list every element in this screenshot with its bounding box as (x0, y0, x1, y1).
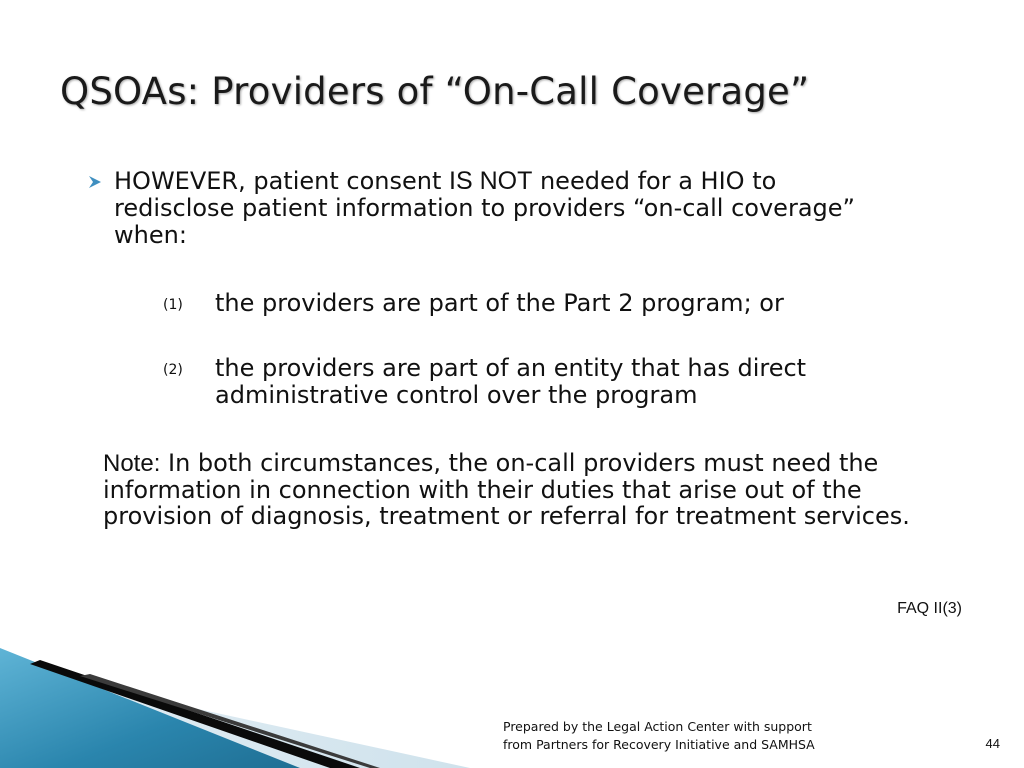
numbered-item-label: (1) (163, 297, 183, 313)
footer-line-2: from Partners for Recovery Initiative and SAMHSA (503, 737, 815, 752)
numbered-item-text: the providers are part of the Part 2 program; or (215, 289, 784, 317)
page-number: 44 (985, 736, 1000, 751)
footer-credit (503, 718, 815, 754)
footer-line-1: Prepared by the Legal Action Center with support (503, 719, 812, 734)
note-text: In both circumstances, the on-call providers must need the information in connection with their duties that arise out of the provision of diagnosis, treatment or referral for treatment services. (103, 449, 910, 530)
arrowhead-bullet-icon (88, 175, 102, 189)
note-label: Note: (103, 450, 161, 477)
numbered-item-label: (2) (163, 362, 183, 378)
bullet-emphasis: IS NOT (449, 167, 533, 195)
bullet-text-part2: needed for a HIO to redisclose patient information to providers “on-call coverage” when: (114, 167, 855, 249)
faq-citation: FAQ II(3) (897, 600, 962, 617)
bullet-text-part1: HOWEVER, patient consent (114, 167, 449, 195)
bullet-text (114, 168, 874, 249)
slide-title: QSOAs: Providers of “On-Call Coverage” (60, 70, 810, 113)
numbered-item-text: the providers are part of an entity that has direct administrative control over the program (215, 354, 807, 409)
note-paragraph (103, 450, 953, 529)
